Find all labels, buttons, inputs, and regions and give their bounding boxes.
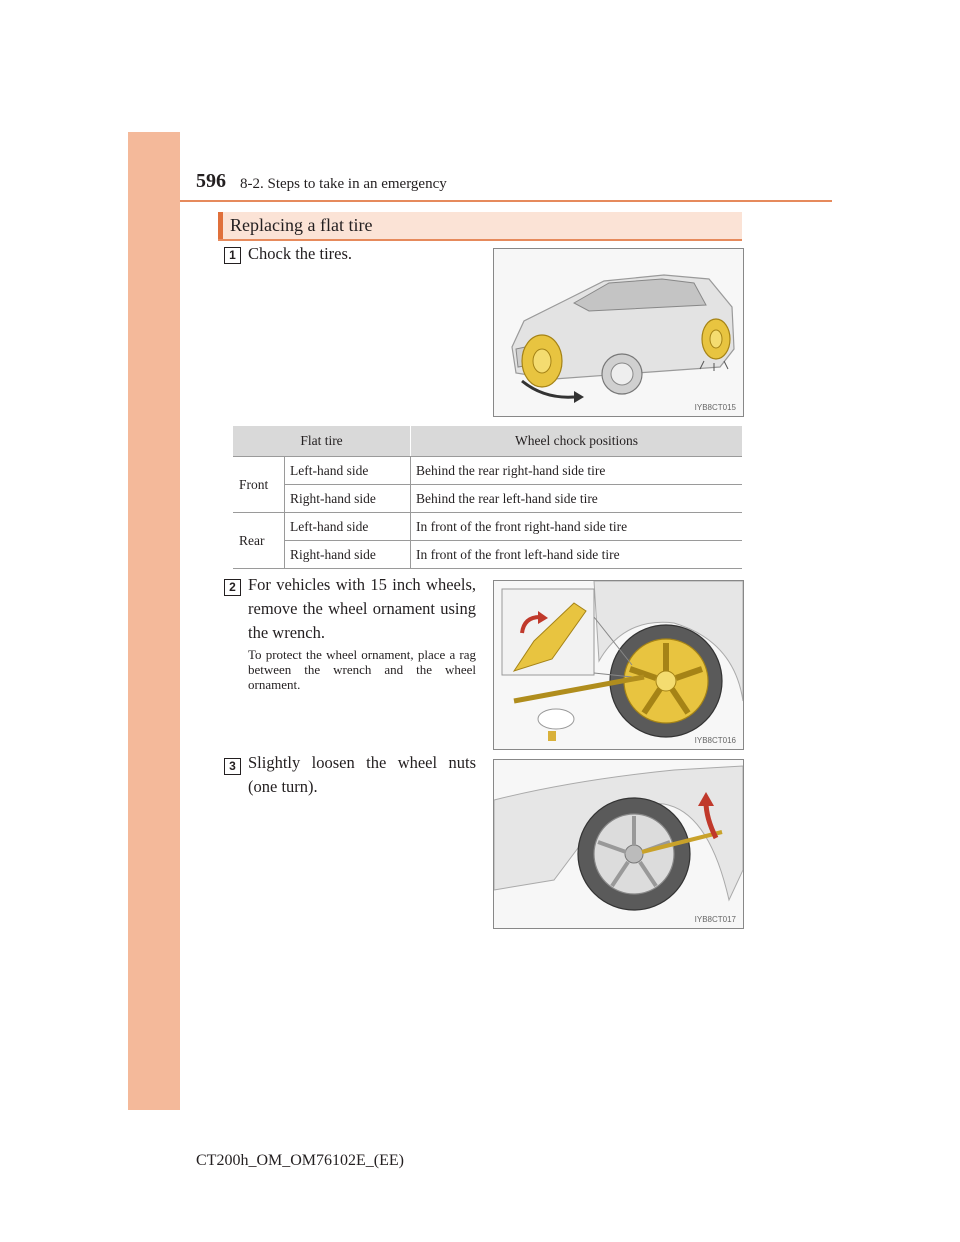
section-title-accent bbox=[218, 212, 223, 239]
wheel-chock-table bbox=[233, 426, 742, 569]
step-2-number: 2 bbox=[224, 579, 241, 596]
page-number: 596 bbox=[196, 170, 226, 192]
table-cell-side: Left-hand side bbox=[285, 513, 411, 541]
footer-doc-code: CT200h_OM_OM76102E_(EE) bbox=[196, 1152, 404, 1169]
table-row bbox=[233, 513, 742, 541]
table-cell-position: In front of the front right-hand side tire bbox=[411, 513, 743, 541]
figure-remove-ornament bbox=[493, 580, 744, 750]
table-cell-side: Right-hand side bbox=[285, 485, 411, 513]
running-head: 8-2. Steps to take in an emergency bbox=[240, 176, 447, 192]
figure-chock-tires bbox=[493, 248, 744, 417]
wheel-nuts-illustration bbox=[494, 760, 743, 928]
table-row bbox=[233, 457, 742, 485]
figure-loosen-nuts bbox=[493, 759, 744, 929]
step-2-note: To protect the wheel ornament, place a rag between the wrench and the wheel ornament. bbox=[248, 647, 476, 692]
figure-code: IYB8CT015 bbox=[694, 403, 736, 412]
section-title-underline bbox=[218, 239, 742, 241]
figure-code: IYB8CT017 bbox=[694, 915, 736, 924]
wheel-ornament-illustration bbox=[494, 581, 743, 749]
table-cell-side: Left-hand side bbox=[285, 457, 411, 485]
car-illustration bbox=[494, 249, 743, 416]
step-1-text: Chock the tires. bbox=[248, 244, 353, 263]
table-row bbox=[233, 541, 742, 569]
table-row bbox=[233, 485, 742, 513]
table-group-rear: Rear bbox=[233, 513, 285, 569]
step-2-text: For vehicles with 15 inch wheels, remove the wheel ornament using the wrench. bbox=[248, 575, 476, 642]
header-rule bbox=[180, 200, 832, 202]
table-header-chock-positions: Wheel chock positions bbox=[411, 426, 743, 457]
step-3-text: Slightly loosen the wheel nuts (one turn). bbox=[248, 753, 476, 796]
table-cell-position: In front of the front left-hand side tire bbox=[411, 541, 743, 569]
figure-code: IYB8CT016 bbox=[694, 736, 736, 745]
step-1-number: 1 bbox=[224, 247, 241, 264]
section-title: Replacing a flat tire bbox=[230, 215, 373, 235]
step-3-number: 3 bbox=[224, 758, 241, 775]
chapter-side-strip bbox=[128, 132, 180, 1110]
table-header-flat-tire: Flat tire bbox=[233, 426, 411, 457]
table-cell-position: Behind the rear left-hand side tire bbox=[411, 485, 743, 513]
table-cell-side: Right-hand side bbox=[285, 541, 411, 569]
table-cell-position: Behind the rear right-hand side tire bbox=[411, 457, 743, 485]
table-group-front: Front bbox=[233, 457, 285, 513]
table-header-row bbox=[233, 426, 742, 457]
